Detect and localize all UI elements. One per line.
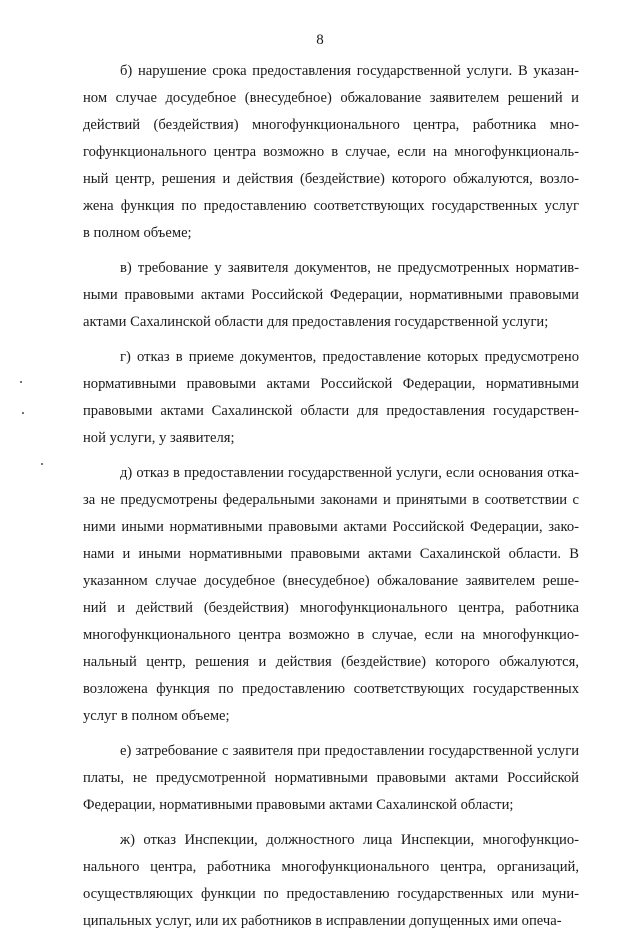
text-line: ной услуги, у заявителя; [83,430,235,446]
text-line: многофункционального центра возможно в случае, если на многофункцио- [83,627,579,643]
text-line: в полном объеме; [83,225,192,241]
text-line: гофункционального центра возможно в случае, если на многофункциональ- [83,144,579,160]
paragraph-e [83,738,579,819]
text-line: актами Сахалинской области для предоставления государственной услуги; [83,314,549,330]
text-line: платы, не предусмотренной нормативными правовыми актами Российской [83,770,579,786]
text-line: ном случае досудебное (внесудебное) обжалование заявителем решений и [83,90,579,106]
paragraph-d [83,460,579,730]
text-line: правовыми актами Сахалинской области для предоставления государствен- [83,403,579,419]
paragraph-gap [83,730,579,738]
text-line: осуществляющих функции по предоставлению государственных или муни- [83,886,579,902]
paragraph-v [83,255,579,336]
text-line: д) отказ в предоставлении государственной услуги, если основания отка- [120,465,579,481]
text-line: ними иными нормативными правовыми актами Российской Федерации, зако- [83,519,579,535]
paragraph-gap [83,247,579,255]
text-line: ж) отказ Инспекции, должностного лица Инспекции, многофункцио- [120,832,579,848]
text-line: нального центра, работника многофункционального центра, организаций, [83,859,579,875]
text-line: за не предусмотрены федеральными законами и принятыми в соответствии с [83,492,579,508]
paragraph-gap [83,452,579,460]
text-line: г) отказ в приеме документов, предоставление которых предусмотрено [120,349,579,365]
paragraph-g [83,344,579,452]
text-line: возложена функция по предоставлению соответствующих государственных [83,681,579,697]
text-line: нормативными правовыми актами Российской Федерации, нормативными [83,376,579,392]
text-line: услуг в полном объеме; [83,708,230,724]
margin-mark [22,412,24,414]
margin-mark [20,381,22,383]
text-line: б) нарушение срока предоставления государственной услуги. В указан- [120,63,579,79]
text-line: ципальных услуг, или их работников в исправлении допущенных ими опеча- [83,913,562,929]
paragraph-gap [83,336,579,344]
text-line: нальный центр, решения и действия (бездействие) которого обжалуются, [83,654,579,670]
paragraph-zh [83,827,579,935]
text-line: указанном случае досудебное (внесудебное) обжалование заявителем реше- [83,573,579,589]
document-body [83,58,579,935]
text-line: е) затребование с заявителя при предоставлении государственной услуги [120,743,579,759]
page-number: 8 [316,32,324,48]
text-line: ными правовыми актами Российской Федерации, нормативными правовыми [83,287,579,303]
text-line: ний и действий (бездействия) многофункционального центра, работника [83,600,579,616]
paragraph-gap [83,819,579,827]
paragraph-b [83,58,579,247]
margin-mark [41,463,43,465]
text-line: ный центр, решения и действия (бездействие) которого обжалуются, возло- [83,171,579,187]
text-line: жена функция по предоставлению соответствующих государственных услуг [83,198,579,214]
text-line: в) требование у заявителя документов, не предусмотренных норматив- [120,260,579,276]
text-line: нами и иными нормативными правовыми актами Сахалинской области. В [83,546,579,562]
text-line: Федерации, нормативными правовыми актами Сахалинской области; [83,797,514,813]
text-line: действий (бездействия) многофункционального центра, работника мно- [83,117,579,133]
